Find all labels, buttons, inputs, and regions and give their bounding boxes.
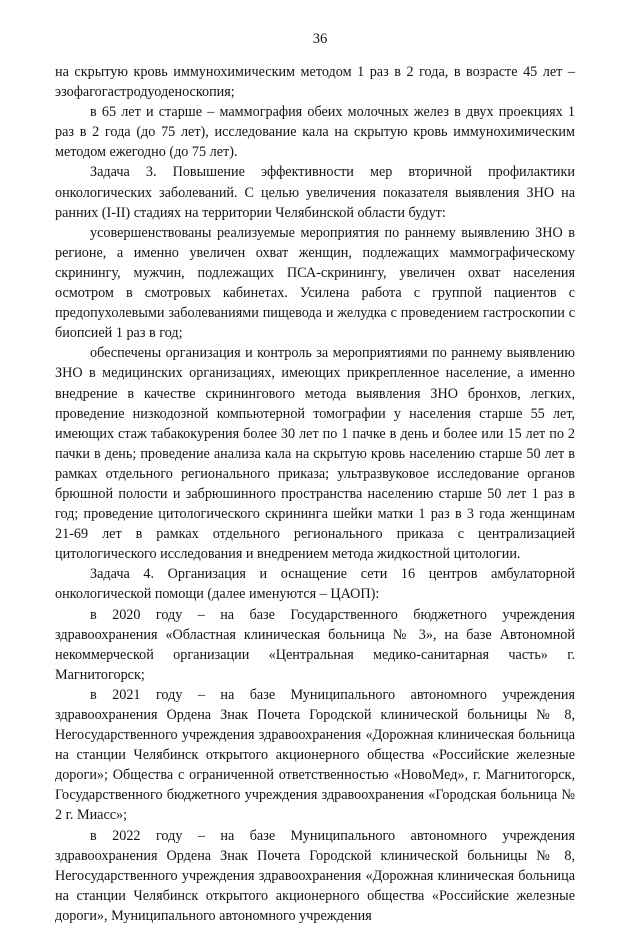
paragraph-year-2020: в 2020 году – на базе Государственного бюджетного учреждения здравоохранения «Областная клиническая больница № 3», на базе Автономной некоммерческой организации «Центральная медико-санитарная часть» г. Магнитогорск;: [55, 606, 575, 683]
paragraph-year-2021: в 2021 году – на базе Муниципального автономного учреждения здравоохранения Ордена Знак Почета Городской клинической больницы № 8, Негосударственного учреждения здравоохранения «Дорожная клиническая больница на станции Челябинск открытого акционерного общества «Российские железные дороги»; Общества с ограниченной ответственностью «НовоМед», г. Магнитогорск, Государственного бюджетного учреждения здравоохранения «Городская больница № 2 г. Миасс»;: [55, 686, 575, 824]
paragraph-task-4: Задача 4. Организация и оснащение сети 16 центров амбулаторной онкологической помощи (далее именуются – ЦАОП):: [55, 566, 575, 603]
paragraph-year-2022: в 2022 году – на базе Муниципального автономного учреждения здравоохранения Ордена Знак Почета Городской клинической больницы № 8, Негосударственного учреждения здравоохранения «Дорожная клиническая больница на станции Челябинск открытого акционерного общества «Российские железные дороги», Муниципального автономного учреждения: [55, 827, 575, 924]
document-body: [55, 62, 575, 926]
paragraph-screening-continuation: на скрытую кровь иммунохимическим методом 1 раз в 2 года, в возрасте 45 лет – эзофагогастродуоденоскопия;: [55, 64, 575, 101]
paragraph-improved-measures: усовершенствованы реализуемые мероприятия по раннему выявлению ЗНО в регионе, а именно увеличен охват женщин, подлежащих маммографическому скринингу, мужчин, подлежащих ПСА-скринингу, увеличен охват населения осмотром в смотровых кабинетах. Усилена работа с группой пациентов с предопухолевыми заболеваниями пищевода и желудка с проведением гастроскопии с биопсией 1 раз в год;: [55, 224, 575, 342]
paragraph-organization-control: обеспечены организация и контроль за мероприятиями по раннему выявлению ЗНО в медицинских организациях, имеющих прикрепленное население, а именно внедрение в качестве скринингового метода выявления ЗНО бронхов, легких, проведение низкодозной компьютерной томографии у населения старше 55 лет, имеющих стаж табакокурения более 30 лет по 1 пачке в день и более или 15 лет по 2 пачки в день; проведение анализа кала на скрытую кровь населению старше 50 лет в рамках отдельного регионального приказа; ультразвуковое исследование органов брюшной полости и забрюшинного пространства населению старше 50 лет 1 раз в год; проведение цитологического скрининга шейки матки 1 раз в 3 года женщинам 21-69 лет в рамках отдельного регионального приказа с централизацией цитологического исследования и внедрением метода жидкостной цитологии.: [55, 345, 575, 563]
paragraph-task-3: Задача 3. Повышение эффективности мер вторичной профилактики онкологических заболеваний. С целью увеличения показателя выявления ЗНО на ранних (I-II) стадиях на территории Челябинской области будут:: [55, 164, 575, 221]
page-number: 36: [312, 31, 328, 47]
paragraph-age-65-plus: в 65 лет и старше – маммография обеих молочных желез в двух проекциях 1 раз в 2 года (до 75 лет), исследование кала на скрытую кровь иммунохимическим методом ежегодно (до 75 лет).: [55, 104, 575, 161]
